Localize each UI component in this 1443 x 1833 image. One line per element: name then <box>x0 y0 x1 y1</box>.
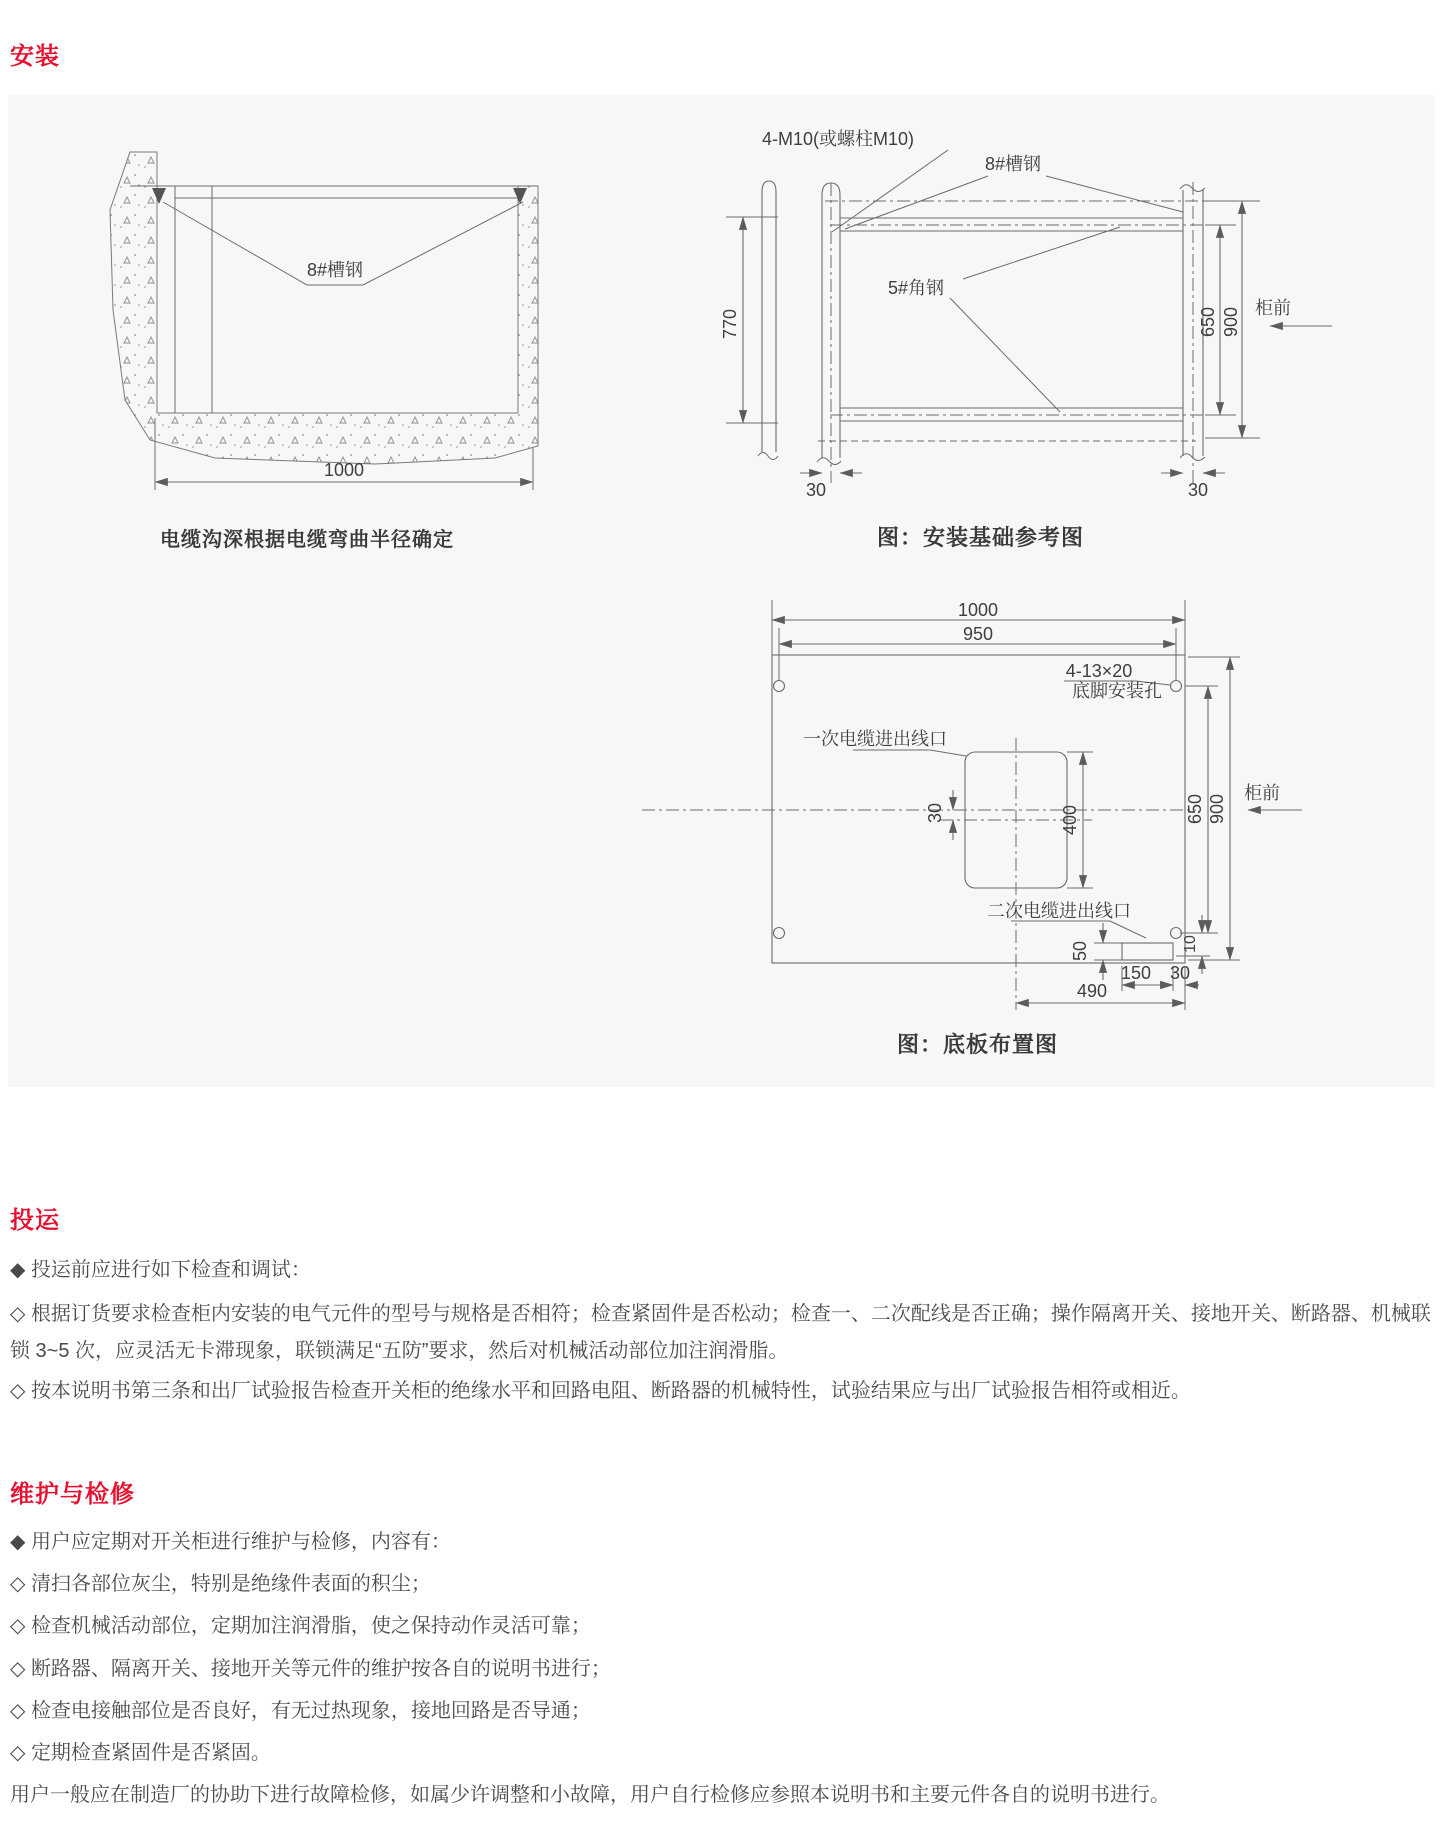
svg-text:900: 900 <box>1207 793 1227 825</box>
foundation-channel-label: 8#槽钢 <box>985 154 1042 174</box>
baseplate-centerlines <box>642 738 1196 1010</box>
trench-structure <box>130 186 538 413</box>
trench-caption: 电缆沟深根据电缆弯曲半径确定 <box>160 529 454 551</box>
svg-text:490: 490 <box>1076 981 1108 1001</box>
primary-opening-label <box>803 729 966 756</box>
svg-text:650: 650 <box>1198 306 1218 338</box>
trench-diagram <box>95 150 555 500</box>
baseplate-dim-490 <box>1016 966 1185 1010</box>
svg-text:1000: 1000 <box>957 600 999 620</box>
maintenance-item: ◆ 用户应定期对开关柜进行维护与检修，内容有： <box>10 1531 451 1553</box>
svg-text:底脚安装孔: 底脚安装孔 <box>1072 681 1162 701</box>
trench-concrete <box>110 152 538 464</box>
foundation-angle-label: 5#角钢 <box>888 278 945 298</box>
secondary-opening-label <box>987 901 1146 938</box>
section-title-commissioning: 投运 <box>10 1207 60 1234</box>
svg-text:50: 50 <box>1070 940 1090 962</box>
svg-text:650: 650 <box>1185 793 1205 825</box>
svg-text:柜前: 柜前 <box>1255 298 1291 318</box>
maintenance-closing: 用户一般应在制造厂的协助下进行故障检修，如属少许调整和小故障，用户自行检修应参照本说明书和主要元件各自的说明书进行。 <box>10 1784 1170 1806</box>
foundation-leaders <box>832 150 1183 412</box>
section-title-maintenance: 维护与检修 <box>10 1481 135 1508</box>
svg-text:30: 30 <box>925 802 945 824</box>
foundation-dim-770 <box>720 217 778 423</box>
svg-text:一次电缆进出线口: 一次电缆进出线口 <box>803 729 947 749</box>
commissioning-item: ◆ 投运前应进行如下检查和调试： <box>10 1259 311 1281</box>
secondary-cable-opening <box>1122 943 1173 960</box>
baseplate-dim-50 <box>1070 923 1122 980</box>
svg-text:900: 900 <box>1221 306 1241 338</box>
svg-text:4-13×20: 4-13×20 <box>1065 661 1133 681</box>
foundation-bars <box>758 181 1205 483</box>
baseplate-caption: 图：底板布置图 <box>897 1032 1059 1057</box>
foundation-diagram <box>620 100 1350 505</box>
baseplate-dim-150 <box>1121 963 1173 991</box>
trench-dim-1000: 1000 <box>323 460 365 480</box>
svg-text:770: 770 <box>720 308 740 340</box>
maintenance-item: ◇ 清扫各部位灰尘，特别是绝缘件表面的积尘； <box>10 1573 431 1595</box>
baseplate-holes-label <box>1064 661 1170 701</box>
baseplate-dim-30-offset <box>925 790 953 840</box>
baseplate-front-arrow <box>1244 783 1302 810</box>
diagram-panel <box>8 95 1435 1087</box>
svg-text:30: 30 <box>805 480 827 500</box>
maintenance-item: ◇ 检查机械活动部位，定期加注润滑脂，使之保持动作灵活可靠； <box>10 1615 591 1637</box>
svg-text:950: 950 <box>962 624 994 644</box>
svg-text:10: 10 <box>1182 935 1199 953</box>
svg-text:400: 400 <box>1060 804 1080 836</box>
svg-text:30: 30 <box>1169 963 1191 983</box>
foundation-caption: 图：安装基础参考图 <box>877 525 1085 550</box>
svg-text:150: 150 <box>1120 963 1152 983</box>
baseplate-dim-30b <box>1161 963 1199 985</box>
svg-text:二次电缆进出线口: 二次电缆进出线口 <box>987 901 1131 921</box>
foundation-beams <box>818 201 1254 441</box>
maintenance-item: ◇ 定期检查紧固件是否紧固。 <box>10 1742 271 1764</box>
trench-channel-label: 8#槽钢 <box>306 260 364 280</box>
maintenance-item: ◇ 断路器、隔离开关、接地开关等元件的维护按各自的说明书进行； <box>10 1658 611 1680</box>
section-title-install: 安装 <box>10 43 60 70</box>
foundation-front-arrow <box>1255 298 1332 326</box>
maintenance-item: ◇ 检查电接触部位是否良好，有无过热现象，接地回路是否导通； <box>10 1700 591 1722</box>
svg-text:30: 30 <box>1187 480 1209 500</box>
baseplate-diagram <box>640 580 1280 1020</box>
commissioning-item: ◇ 根据订货要求检查柜内安装的电气元件的型号与规格是否相符；检查紧固件是否松动；检查一、二次配线是否正确；操作隔离开关、接地开关、断路器、机械联锁 3~5 次，应灵活无卡滞现象，联锁满足“五防”要求，然后对机械活动部位加注润滑脂。 <box>10 1303 1431 1362</box>
foundation-bolt-label: 4-M10(或螺柱M10) <box>762 129 915 149</box>
svg-text:柜前: 柜前 <box>1244 783 1280 803</box>
commissioning-item: ◇ 按本说明书第三条和出厂试验报告检查开关柜的绝缘水平和回路电阻、断路器的机械特性，试验结果应与出厂试验报告相符或相近。 <box>10 1380 1191 1402</box>
